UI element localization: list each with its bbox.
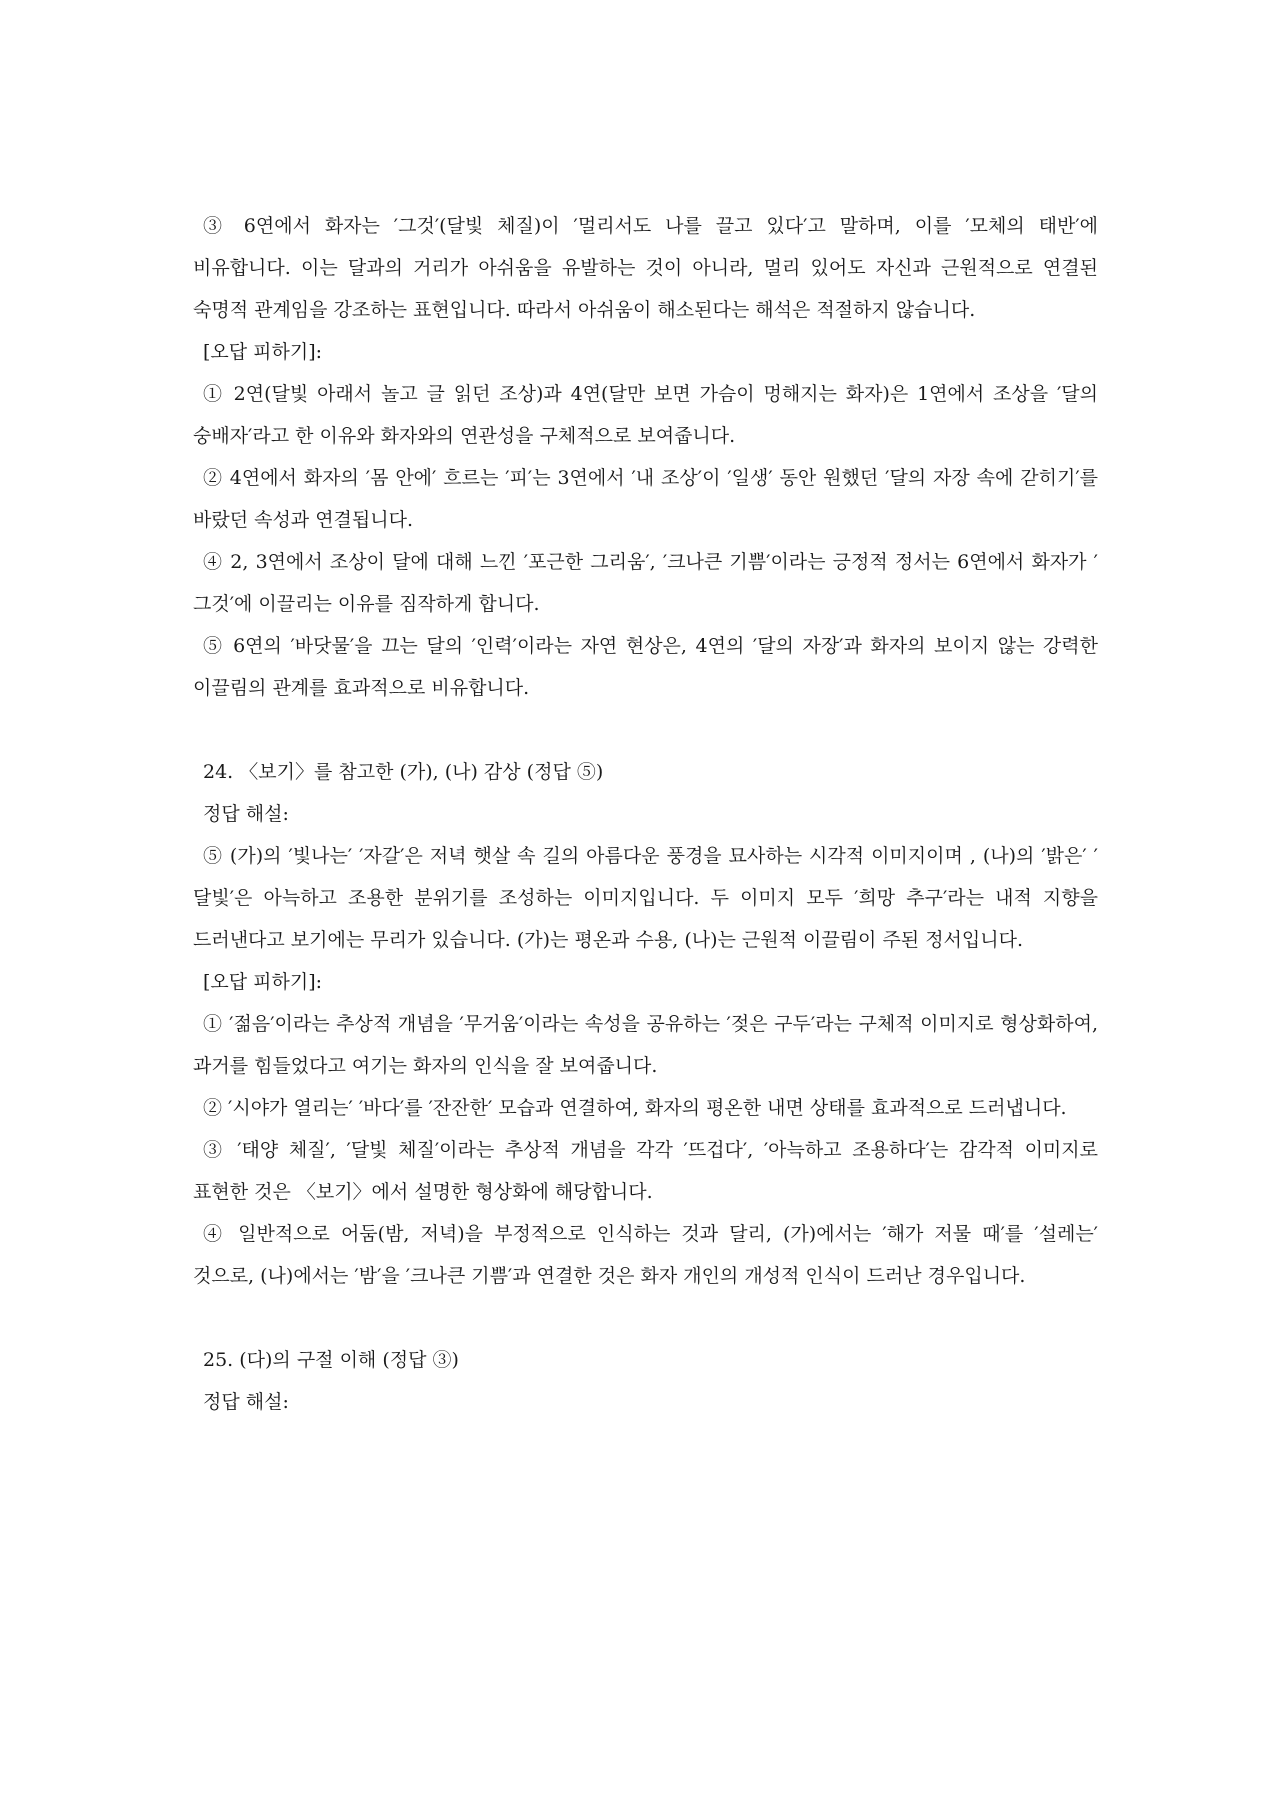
question-25-heading: 25. (다)의 구절 이해 (정답 ③) — [203, 1349, 459, 1371]
section-spacer — [193, 709, 1098, 751]
answer-explanation-paragraph: ③ 6연에서 화자는 ′그것′(달빛 체질)이 ′멀리서도 나를 끌고 있다′고 말하며, 이를 ′모체의 태반′에 비유합니다. 이는 달과의 거리가 아쉬움을 유발하는 것이 아니라, 멀리 있어도 자신과 근원적으로 연결된 숙명적 관계임을 강조하는 표현입니다. 따라서 아쉬움이 해소된다는 해석은 적절하지 않습니다. — [193, 215, 1098, 321]
section-spacer — [193, 1297, 1098, 1339]
wrong-answer-item: ① ′젊음′이라는 추상적 개념을 ′무거움′이라는 속성을 공유하는 ′젖은 구두′라는 구체적 이미지로 형상화하여, 과거를 힘들었다고 여기는 화자의 인식을 잘 보여줍니다. — [193, 1013, 1098, 1077]
wrong-answer-item: ④ 일반적으로 어둠(밤, 저녁)을 부정적으로 인식하는 것과 달리, (가)에서는 ′해가 저물 때′를 ′설레는′ 것으로, (나)에서는 ′밤′을 ′크나큰 기쁨′과 연결한 것은 화자 개인의 개성적 인식이 드러난 경우입니다. — [193, 1223, 1098, 1287]
answer-explanation-label: 정답 해설: — [203, 803, 289, 825]
wrong-answer-label: [오답 피하기]: — [203, 971, 323, 993]
wrong-answer-item: ① 2연(달빛 아래서 놀고 글 읽던 조상)과 4연(달만 보면 가슴이 멍해지는 화자)은 1연에서 조상을 ′달의 숭배자′라고 한 이유와 화자와의 연관성을 구체적으로 보여줍니다. — [193, 383, 1098, 447]
answer-explanation-paragraph: ⑤ (가)의 ′빛나는′ ′자갈′은 저녁 햇살 속 길의 아름다운 풍경을 묘사하는 시각적 이미지이며 , (나)의 ′밝은′ ′달빛′은 아늑하고 조용한 분위기를 조성하는 이미지입니다. 두 이미지 모두 ′희망 추구′라는 내적 지향을 드러낸다고 보기에는 무리가 있습니다. (가)는 평온과 수용, (나)는 근원적 이끌림이 주된 정서입니다. — [193, 845, 1098, 951]
answer-explanation-label: 정답 해설: — [203, 1391, 289, 1413]
wrong-answer-label: [오답 피하기]: — [203, 341, 323, 363]
wrong-answer-item: ② 4연에서 화자의 ′몸 안에′ 흐르는 ′피′는 3연에서 ′내 조상′이 ′일생′ 동안 원했던 ′달의 자장 속에 갇히기′를 바랐던 속성과 연결됩니다. — [193, 467, 1098, 531]
question-24-heading: 24. 〈보기〉를 참고한 (가), (나) 감상 (정답 ⑤) — [203, 761, 604, 783]
wrong-answer-item: ③ ′태양 체질′, ′달빛 체질′이라는 추상적 개념을 각각 ′뜨겁다′, ′아늑하고 조용하다′는 감각적 이미지로 표현한 것은 〈보기〉에서 설명한 형상화에 해당합니다. — [193, 1139, 1098, 1203]
wrong-answer-item: ② ′시야가 열리는′ ′바다′를 ′잔잔한′ 모습과 연결하여, 화자의 평온한 내면 상태를 효과적으로 드러냅니다. — [203, 1097, 1067, 1119]
document-body — [193, 205, 1098, 1423]
wrong-answer-item: ④ 2, 3연에서 조상이 달에 대해 느낀 ′포근한 그리움′, ′크나큰 기쁨′이라는 긍정적 정서는 6연에서 화자가 ′그것′에 이끌리는 이유를 짐작하게 합니다. — [193, 551, 1098, 615]
wrong-answer-item: ⑤ 6연의 ′바닷물′을 끄는 달의 ′인력′이라는 자연 현상은, 4연의 ′달의 자장′과 화자의 보이지 않는 강력한 이끌림의 관계를 효과적으로 비유합니다. — [193, 635, 1098, 699]
